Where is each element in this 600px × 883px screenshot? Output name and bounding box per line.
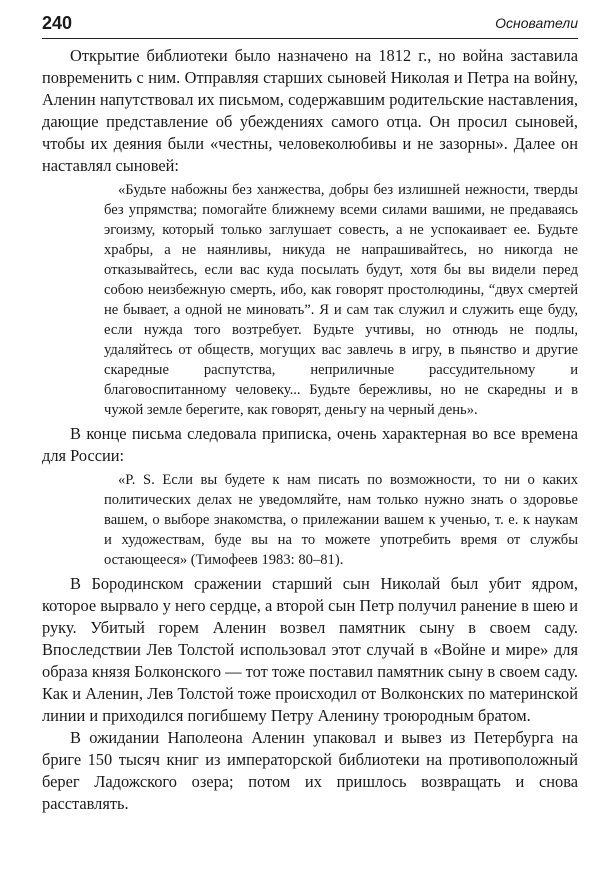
quote-postscript: «P. S. Если вы будете к нам писать по возможности, то ни о каких политических делах не уведомляйте, нам только нужно знать о здоровье вашем, о выборе знакомства, о прилежании вашем к ученью, т. е. к наукам и художествам, буде вы на то можете употребить время от службы остающееся» (Тимофеев 1983: 80–81). bbox=[104, 472, 578, 568]
paragraph-postscript-intro: В конце письма следовала приписка, очень характерная во все времена для России: bbox=[42, 424, 578, 465]
paragraph-borodino: В Бородинском сражении старший сын Николай был убит ядром, которое вырвало у него сердце, а второй сын Петр получил ранение в шею и руку. Убитый горем Аленин возвел памятник сыну в своем саду. Впоследствии Лев Толстой использовал этот случай в «Войне и мире» для образа князя Болконского — тот тоже поставил памятник сыну в своем саду. Как и Аленин, Лев Толстой тоже происходил от Волконских по материнской линии и приходился погибшему Петру Аленину троюродным братом. bbox=[42, 574, 578, 725]
page-number: 240 bbox=[42, 13, 73, 33]
running-title: Основатели bbox=[495, 15, 578, 31]
page-body bbox=[42, 45, 578, 815]
paragraph-napoleon: В ожидании Наполеона Аленин упаковал и вывез из Петербурга на бриге 150 тысяч книг из императорской библиотеки на противоположный берег Ладожского озера; потом их пришлось возвращать и снова расставлять. bbox=[42, 728, 578, 813]
quote-letter-instructions: «Будьте набожны без ханжества, добры без излишней нежности, тверды без упрямства; помогайте ближнему всеми силами вашими, не предаваясь эгоизму, который только заглушает совесть, а не успокаивает ее. Будьте храбры, а не наянливы, никуда не напрашивайтесь, но никогда не отказывайтесь, если вас куда посылать будут, хотя бы вы видели перед собою неизбежную смерть, ибо, как говорят простолюдины, “двух смертей не бывает, а одной не миновать”. Я и сам так служил и служить еще буду, если нужда того возтребует. Будьте учтивы, но отнюдь не подлы, удаляйтесь от обществ, могущих вас завлечь в игру, в пьянство и другие скаредные распутства, неприличные рассудительному и благовоспитанному человеку... Будьте бережливы, но не скаредны и в чужой земле берегите, как говорят, деньгу на черный день». bbox=[104, 182, 578, 418]
paragraph-library-opening: Открытие библиотеки было назначено на 1812 г., но война заставила повременить с ним. Отправляя старших сыновей Николая и Петра на войну, Аленин напутствовал их письмом, содержавшим родительские наставления, дающие представление об убеждениях самого отца. Он просил сыновей, чтобы их деяния были «честны, человеколюбивы и не зазорны». Далее он наставлял сыновей: bbox=[42, 46, 578, 175]
page-header bbox=[42, 12, 578, 39]
